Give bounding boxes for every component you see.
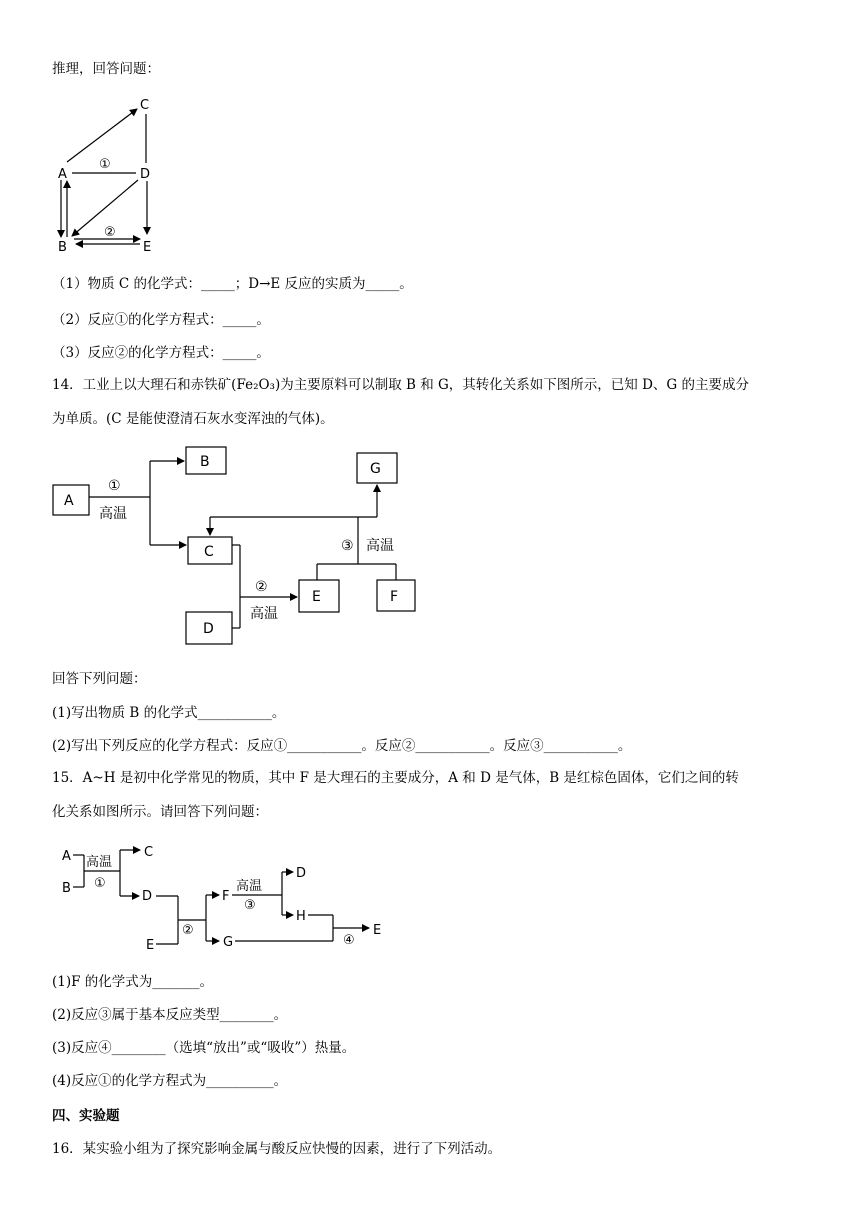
q14-cond3: 高温 [366,538,394,554]
q14-stem-line1: 14．工业上以大理石和赤铁矿(Fe₂O₃)为主要原料可以制取 B 和 G，其转化关系如下图所示，已知 D、G 的主要成分 [52,377,749,393]
q14-label-e: E [312,589,321,605]
q14-diagram [53,447,415,644]
q13-label-1: ① [99,157,111,172]
q13-part-3: （3）反应②的化学方程式：_____。 [52,345,270,361]
q15-node-a: A [62,849,71,864]
q15-r1: ① [94,876,106,891]
q15-node-g: G [223,935,234,950]
q15-diagram [62,845,381,953]
q13-part-1: （1）物质 C 的化学式：_____；D→E 反应的实质为_____。 [52,276,413,292]
q15-node-e1: E [146,938,155,953]
q15-stem-line2: 化关系如图所示。请回答下列问题： [52,804,268,820]
q15-r3: ③ [244,898,256,913]
q14-cond1: 高温 [99,506,127,522]
q14-stem-line2: 为单质。(C 是能使澄清石灰水变浑浊的气体)。 [52,411,334,427]
q15-node-d2: D [296,866,307,881]
q14-part-2: (2)写出下列反应的化学方程式：反应①___________。反应②___________。反应③___________。 [52,738,632,754]
q15-node-c: C [144,845,154,860]
q14-label-f: F [390,589,399,605]
q13-node-e: E [143,240,152,255]
q14-label-c: C [204,544,214,560]
q14-label-g: G [370,461,381,477]
q13-node-a: A [58,167,67,182]
q14-prompt: 回答下列问题： [52,671,147,687]
q15-r4: ④ [343,933,355,948]
q15-node-f: F [222,889,230,904]
q15-part-4: (4)反应①的化学方程式为__________。 [52,1073,288,1089]
q15-stem-line1: 15．A~H 是初中化学常见的物质，其中 F 是大理石的主要成分，A 和 D 是气体，B 是红棕色固体，它们之间的转 [52,770,739,786]
q16-stem: 16．某实验小组为了探究影响金属与酸反应快慢的因素，进行了下列活动。 [52,1141,502,1157]
q14-label-d: D [203,621,214,637]
q13-diagram [58,98,151,255]
q13-part-2: （2）反应①的化学方程式：_____。 [52,312,270,328]
section-heading: 四、实验题 [52,1108,120,1124]
q15-part-2: (2)反应③属于基本反应类型________。 [52,1007,288,1023]
q15-cond1: 高温 [86,855,113,870]
intro-text: 推理，回答问题： [52,61,160,77]
q15-node-b: B [62,881,71,896]
q13-node-c: C [140,98,150,113]
q13-node-b: B [58,240,67,255]
q13-arrow-a-c [67,109,137,162]
q14-r1: ① [108,478,121,494]
q15-part-3: (3)反应④________（选填“放出”或“吸收”）热量。 [52,1040,356,1056]
q15-part-1: (1)F 的化学式为_______。 [52,974,214,990]
q14-cond2: 高温 [250,606,278,622]
q14-label-a: A [64,493,74,509]
q14-r3: ③ [341,538,354,554]
q15-cond3: 高温 [236,879,263,894]
q14-r2: ② [255,579,268,595]
q14-part-1: (1)写出物质 B 的化学式___________。 [52,705,286,721]
q15-node-h: H [296,909,306,924]
q13-label-2: ② [104,225,116,240]
q15-r2: ② [182,923,194,938]
q13-node-d: D [140,167,151,182]
q15-node-e2: E [373,923,382,938]
q14-label-b: B [200,454,210,470]
q15-node-d1: D [142,889,153,904]
